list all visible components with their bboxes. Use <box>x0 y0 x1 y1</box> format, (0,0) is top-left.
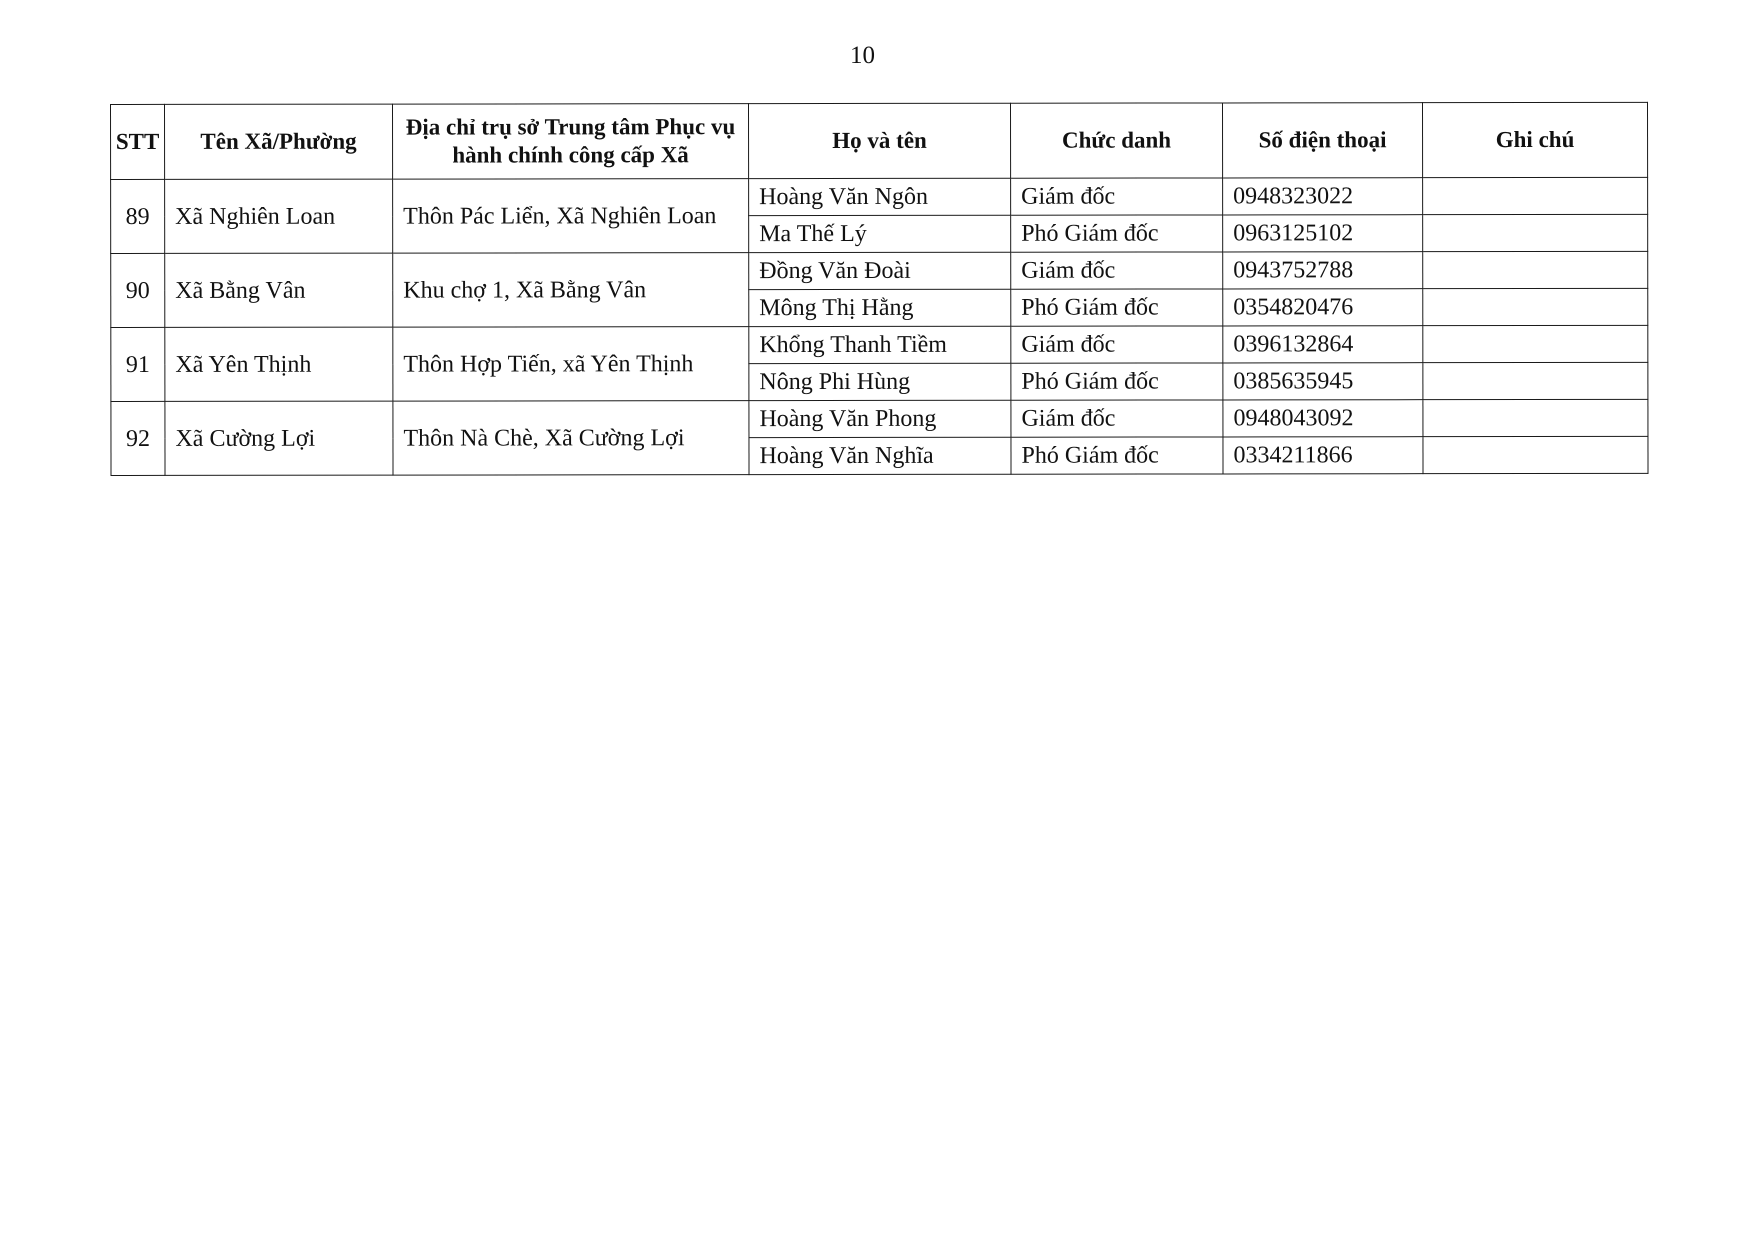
position-cell: Phó Giám đốc <box>1011 363 1223 400</box>
note-cell <box>1423 325 1648 362</box>
header-commune: Tên Xã/Phường <box>165 104 393 179</box>
header-phone: Số điện thoại <box>1222 103 1422 178</box>
table-row <box>111 325 1648 364</box>
address-cell: Thôn Hợp Tiến, xã Yên Thịnh <box>393 327 749 401</box>
note-cell <box>1423 436 1648 473</box>
page-number: 10 <box>850 42 875 69</box>
name-cell: Nông Phi Hùng <box>749 363 1011 400</box>
address-cell: Thôn Pác Liển, Xã Nghiên Loan <box>393 179 749 253</box>
position-cell: Phó Giám đốc <box>1011 215 1223 252</box>
name-cell: Mông Thị Hằng <box>749 289 1011 326</box>
header-full-name: Họ và tên <box>749 103 1011 178</box>
table-row <box>111 251 1648 290</box>
position-cell: Phó Giám đốc <box>1011 289 1223 326</box>
phone-cell: 0385635945 <box>1223 363 1423 400</box>
header-position: Chức danh <box>1010 103 1222 178</box>
note-cell <box>1423 399 1648 436</box>
stt-cell: 92 <box>111 401 165 475</box>
name-cell: Khổng Thanh Tiềm <box>749 326 1011 363</box>
table-row <box>111 399 1648 438</box>
stt-cell: 90 <box>111 253 165 327</box>
commune-service-center-table <box>110 102 1649 476</box>
note-cell <box>1423 251 1648 288</box>
note-cell <box>1423 177 1648 214</box>
note-cell <box>1423 362 1648 399</box>
header-row <box>111 102 1648 179</box>
position-cell: Giám đốc <box>1011 252 1223 289</box>
stt-cell: 89 <box>111 179 165 253</box>
commune-cell: Xã Bằng Vân <box>165 253 393 327</box>
position-cell: Giám đốc <box>1011 326 1223 363</box>
header-stt: STT <box>111 104 165 179</box>
phone-cell: 0396132864 <box>1223 326 1423 363</box>
position-cell: Phó Giám đốc <box>1011 437 1223 474</box>
name-cell: Hoàng Văn Nghĩa <box>749 437 1011 474</box>
commune-cell: Xã Nghiên Loan <box>165 179 393 253</box>
position-cell: Giám đốc <box>1011 178 1223 215</box>
phone-cell: 0354820476 <box>1223 289 1423 326</box>
commune-cell: Xã Cường Lợi <box>165 401 393 475</box>
note-cell <box>1423 214 1648 251</box>
stt-cell: 91 <box>111 327 165 401</box>
name-cell: Hoàng Văn Ngôn <box>749 178 1011 215</box>
phone-cell: 0963125102 <box>1223 215 1423 252</box>
name-cell: Đồng Văn Đoài <box>749 252 1011 289</box>
phone-cell: 0334211866 <box>1223 437 1423 474</box>
position-cell: Giám đốc <box>1011 400 1223 437</box>
commune-cell: Xã Yên Thịnh <box>165 327 393 401</box>
header-address: Địa chỉ trụ sở Trung tâm Phục vụ hành chính công cấp Xã <box>393 104 749 179</box>
table-row <box>111 177 1648 216</box>
address-cell: Thôn Nà Chè, Xã Cường Lợi <box>393 401 749 475</box>
phone-cell: 0948043092 <box>1223 400 1423 437</box>
name-cell: Hoàng Văn Phong <box>749 400 1011 437</box>
address-cell: Khu chợ 1, Xã Bằng Vân <box>393 253 749 327</box>
header-note: Ghi chú <box>1422 102 1647 177</box>
phone-cell: 0948323022 <box>1223 178 1423 215</box>
phone-cell: 0943752788 <box>1223 252 1423 289</box>
note-cell <box>1423 288 1648 325</box>
name-cell: Ma Thế Lý <box>749 215 1011 252</box>
